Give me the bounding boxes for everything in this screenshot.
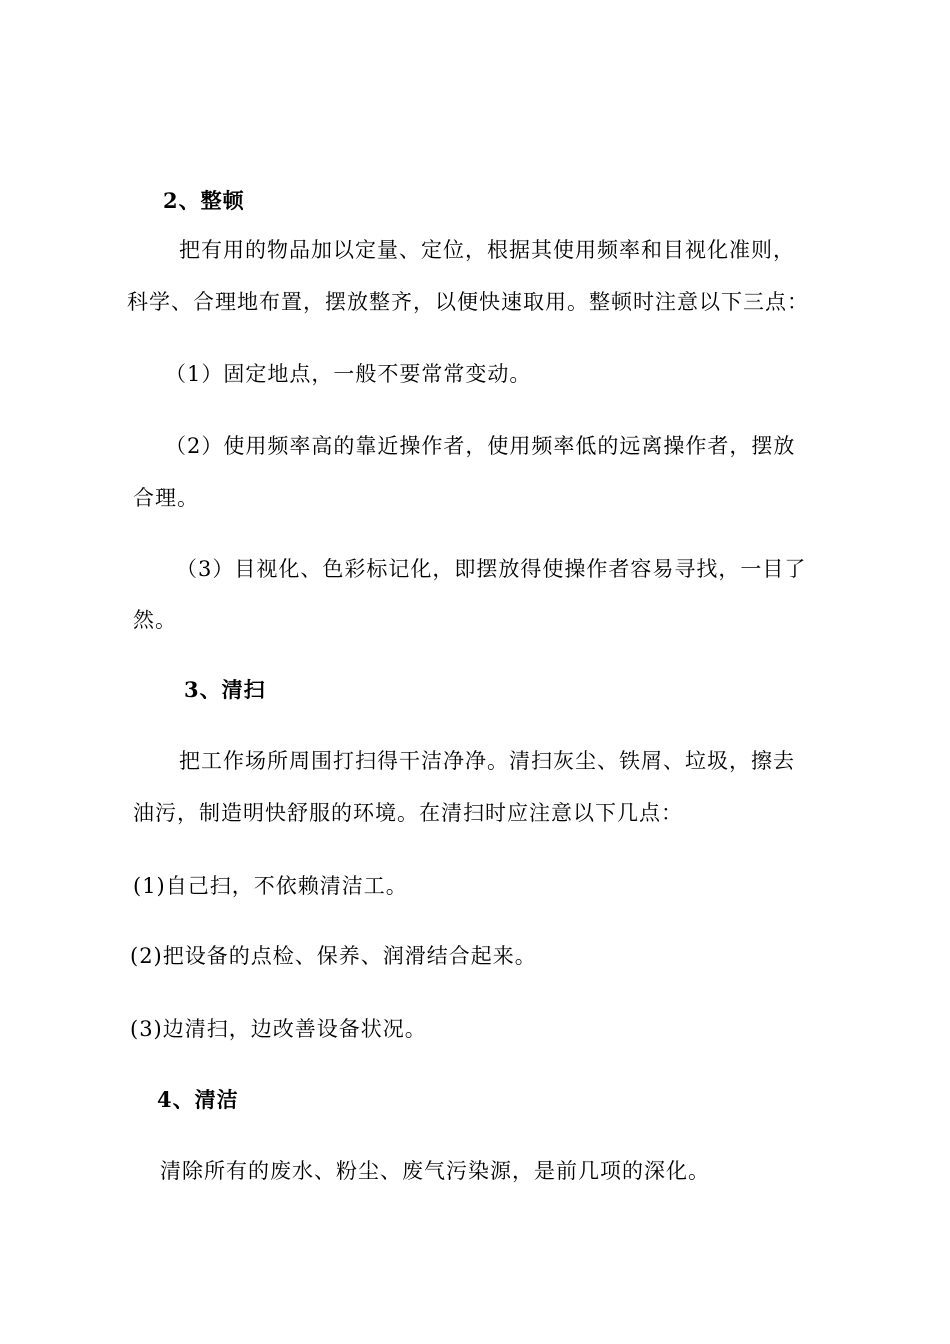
list-item: （3）目视化、色彩标记化，即摆放得使操作者容易寻找，一目了 xyxy=(176,557,807,581)
list-item: (2)把设备的点检、保养、润滑结合起来。 xyxy=(130,944,537,968)
paragraph-line: 把有用的物品加以定量、定位，根据其使用频率和目视化准则， xyxy=(179,238,795,262)
list-item-continuation: 合理。 xyxy=(133,486,199,510)
list-item: (3)边清扫，边改善设备状况。 xyxy=(130,1017,427,1041)
list-item: （1）固定地点，一般不要常常变动。 xyxy=(165,362,532,386)
paragraph-line: 把工作场所周围打扫得干洁净净。清扫灰尘、铁屑、垃圾，擦去 xyxy=(179,749,795,773)
section-heading-qingjie: 4、清洁 xyxy=(157,1087,239,1112)
list-item: (1)自己扫，不依赖清洁工。 xyxy=(133,874,408,898)
paragraph-line: 油污，制造明快舒服的环境。在清扫时应注意以下几点： xyxy=(133,801,683,825)
list-item: （2）使用频率高的靠近操作者，使用频率低的远离操作者，摆放 xyxy=(165,434,796,458)
paragraph-line: 科学、合理地布置，摆放整齐，以便快速取用。整顿时注意以下三点： xyxy=(127,290,809,314)
paragraph-line: 清除所有的废水、粉尘、废气污染源，是前几项的深化。 xyxy=(160,1159,710,1183)
section-heading-qingsao: 3、清扫 xyxy=(184,677,266,702)
list-item-continuation: 然。 xyxy=(133,608,177,632)
section-heading-zhengdun: 2、整顿 xyxy=(163,188,245,213)
